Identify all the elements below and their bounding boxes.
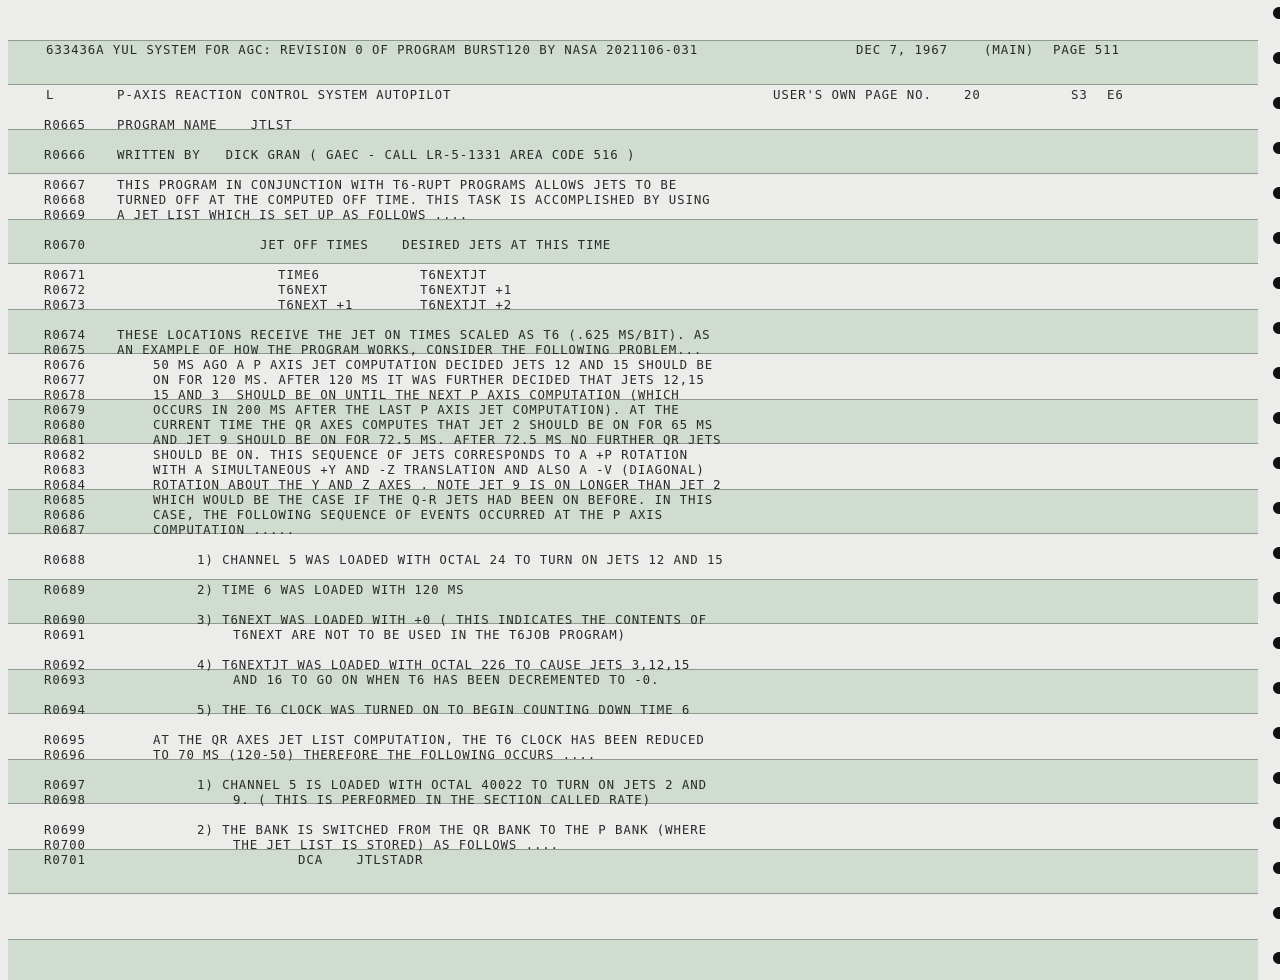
feed-hole (1273, 412, 1280, 424)
line-sequence-number: R0680 (44, 417, 86, 432)
users-page-label: USER'S OWN PAGE NO. (773, 87, 932, 102)
line-sequence-number: R0677 (44, 372, 86, 387)
feed-hole (1273, 952, 1280, 964)
line-text: ROTATION ABOUT THE Y AND Z AXES . NOTE JET 9 IS ON LONGER THAN JET 2 (153, 477, 722, 492)
line-text: JET OFF TIMES DESIRED JETS AT THIS TIME (260, 237, 612, 252)
line-text: THIS PROGRAM IN CONJUNCTION WITH T6-RUPT PROGRAMS ALLOWS JETS TO BE (117, 177, 678, 192)
line-text: WRITTEN BY DICK GRAN ( GAEC - CALL LR-5-1331 AREA CODE 516 ) (117, 147, 636, 162)
line-sequence-number: R0678 (44, 387, 86, 402)
line-sequence-number: R0667 (44, 177, 86, 192)
feed-hole (1273, 547, 1280, 559)
line-text: T6NEXT +1 T6NEXTJT +2 (278, 297, 513, 312)
feed-hole (1273, 142, 1280, 154)
line-sequence-number: R0690 (44, 612, 86, 627)
line-sequence-number: R0693 (44, 672, 86, 687)
line-sequence-number: R0669 (44, 207, 86, 222)
line-sequence-number: R0687 (44, 522, 86, 537)
feed-hole (1273, 232, 1280, 244)
line-sequence-number: R0697 (44, 777, 86, 792)
line-sequence-number: R0683 (44, 462, 86, 477)
feed-hole (1273, 502, 1280, 514)
line-text: TO 70 MS (120-50) THEREFORE THE FOLLOWING OCCURS .... (153, 747, 597, 762)
line-sequence-number: R0686 (44, 507, 86, 522)
line-text: AND JET 9 SHOULD BE ON FOR 72.5 MS. AFTER 72.5 MS NO FURTHER QR JETS (153, 432, 722, 447)
header-mode: (MAIN) (984, 42, 1035, 57)
line-sequence-number: R0689 (44, 582, 86, 597)
line-text: TURNED OFF AT THE COMPUTED OFF TIME. THIS TASK IS ACCOMPLISHED BY USING (117, 192, 711, 207)
feed-hole (1273, 322, 1280, 334)
line-sequence-number: R0672 (44, 282, 86, 297)
line-text: AT THE QR AXES JET LIST COMPUTATION, THE T6 CLOCK HAS BEEN REDUCED (153, 732, 705, 747)
line-text: DCA JTLSTADR (298, 852, 424, 867)
line-sequence-number: R0699 (44, 822, 86, 837)
feed-hole (1273, 862, 1280, 874)
feed-hole (1273, 97, 1280, 109)
feed-hole (1273, 277, 1280, 289)
feed-hole (1273, 7, 1280, 19)
line-text: SHOULD BE ON. THIS SEQUENCE OF JETS CORRESPONDS TO A +P ROTATION (153, 447, 689, 462)
subheader-code-s3: S3 (1071, 87, 1088, 102)
feed-hole (1273, 367, 1280, 379)
line-text: 2) THE BANK IS SWITCHED FROM THE QR BANK TO THE P BANK (WHERE (197, 822, 707, 837)
line-text: OCCURS IN 200 MS AFTER THE LAST P AXIS JET COMPUTATION). AT THE (153, 402, 680, 417)
feed-hole (1273, 187, 1280, 199)
header-date: DEC 7, 1967 (856, 42, 948, 57)
paper-band (8, 849, 1258, 894)
feed-hole (1273, 52, 1280, 64)
feed-hole (1273, 682, 1280, 694)
band-rule (8, 173, 1258, 174)
users-page-number: 20 (964, 87, 981, 102)
line-sequence-number: R0675 (44, 342, 86, 357)
band-rule (8, 263, 1258, 264)
line-sequence-number: R0673 (44, 297, 86, 312)
feed-hole (1273, 637, 1280, 649)
line-text: WHICH WOULD BE THE CASE IF THE Q-R JETS HAD BEEN ON BEFORE. IN THIS (153, 492, 714, 507)
paper-band (8, 939, 1258, 980)
line-text: 1) CHANNEL 5 IS LOADED WITH OCTAL 40022 TO TURN ON JETS 2 AND (197, 777, 707, 792)
line-sequence-number: R0692 (44, 657, 86, 672)
line-sequence-number: R0696 (44, 747, 86, 762)
subheader-title: P-AXIS REACTION CONTROL SYSTEM AUTOPILOT (117, 87, 452, 102)
line-sequence-number: R0688 (44, 552, 86, 567)
line-text: THESE LOCATIONS RECEIVE THE JET ON TIMES SCALED AS T6 (.625 MS/BIT). AS (117, 327, 711, 342)
line-sequence-number: R0681 (44, 432, 86, 447)
line-sequence-number: R0668 (44, 192, 86, 207)
line-text: 50 MS AGO A P AXIS JET COMPUTATION DECIDED JETS 12 AND 15 SHOULD BE (153, 357, 714, 372)
header-title: 633436A YUL SYSTEM FOR AGC: REVISION 0 OF PROGRAM BURST120 BY NASA 2021106-031 (46, 42, 699, 57)
line-sequence-number: R0698 (44, 792, 86, 807)
line-text: 2) TIME 6 WAS LOADED WITH 120 MS (197, 582, 465, 597)
line-text: 3) T6NEXT WAS LOADED WITH +0 ( THIS INDICATES THE CONTENTS OF (197, 612, 707, 627)
line-text: COMPUTATION ..... (153, 522, 296, 537)
line-sequence-number: R0671 (44, 267, 86, 282)
line-text: TIME6 T6NEXTJT (278, 267, 487, 282)
feed-hole (1273, 457, 1280, 469)
line-text: AN EXAMPLE OF HOW THE PROGRAM WORKS, CONSIDER THE FOLLOWING PROBLEM... (117, 342, 703, 357)
line-text: WITH A SIMULTANEOUS +Y AND -Z TRANSLATION AND ALSO A -V (DIAGONAL) (153, 462, 705, 477)
line-sequence-number: R0700 (44, 837, 86, 852)
line-sequence-number: R0676 (44, 357, 86, 372)
subheader-flag: L (46, 87, 55, 102)
line-sequence-number: R0665 (44, 117, 86, 132)
subheader-code-e6: E6 (1107, 87, 1124, 102)
line-sequence-number: R0685 (44, 492, 86, 507)
feed-hole (1273, 592, 1280, 604)
line-sequence-number: R0666 (44, 147, 86, 162)
line-text: PROGRAM NAME JTLST (117, 117, 293, 132)
line-text: T6NEXT ARE NOT TO BE USED IN THE T6JOB PROGRAM) (233, 627, 626, 642)
line-text: ON FOR 120 MS. AFTER 120 MS IT WAS FURTHER DECIDED THAT JETS 12,15 (153, 372, 705, 387)
line-sequence-number: R0674 (44, 327, 86, 342)
line-text: CURRENT TIME THE QR AXES COMPUTES THAT JET 2 SHOULD BE ON FOR 65 MS (153, 417, 714, 432)
paper-band (8, 219, 1258, 264)
band-rule (8, 893, 1258, 894)
line-sequence-number: R0691 (44, 627, 86, 642)
line-text: AND 16 TO GO ON WHEN T6 HAS BEEN DECREMENTED TO -0. (233, 672, 660, 687)
line-text: 1) CHANNEL 5 WAS LOADED WITH OCTAL 24 TO TURN ON JETS 12 AND 15 (197, 552, 724, 567)
band-rule (8, 84, 1258, 85)
line-text: T6NEXT T6NEXTJT +1 (278, 282, 513, 297)
line-sequence-number: R0684 (44, 477, 86, 492)
line-sequence-number: R0670 (44, 237, 86, 252)
feed-hole (1273, 772, 1280, 784)
line-text: 4) T6NEXTJT WAS LOADED WITH OCTAL 226 TO CAUSE JETS 3,12,15 (197, 657, 691, 672)
line-sequence-number: R0701 (44, 852, 86, 867)
line-sequence-number: R0694 (44, 702, 86, 717)
header-page: PAGE 511 (1053, 42, 1120, 57)
line-text: 5) THE T6 CLOCK WAS TURNED ON TO BEGIN COUNTING DOWN TIME 6 (197, 702, 691, 717)
line-text: A JET LIST WHICH IS SET UP AS FOLLOWS .... (117, 207, 469, 222)
feed-hole (1273, 817, 1280, 829)
line-text: 9. ( THIS IS PERFORMED IN THE SECTION CALLED RATE) (233, 792, 651, 807)
line-text: THE JET LIST IS STORED) AS FOLLOWS .... (233, 837, 560, 852)
line-text: 15 AND 3 SHOULD BE ON UNTIL THE NEXT P AXIS COMPUTATION (WHICH (153, 387, 680, 402)
line-sequence-number: R0695 (44, 732, 86, 747)
line-sequence-number: R0682 (44, 447, 86, 462)
feed-hole (1273, 907, 1280, 919)
line-text: CASE, THE FOLLOWING SEQUENCE OF EVENTS OCCURRED AT THE P AXIS (153, 507, 663, 522)
feed-hole (1273, 727, 1280, 739)
line-sequence-number: R0679 (44, 402, 86, 417)
